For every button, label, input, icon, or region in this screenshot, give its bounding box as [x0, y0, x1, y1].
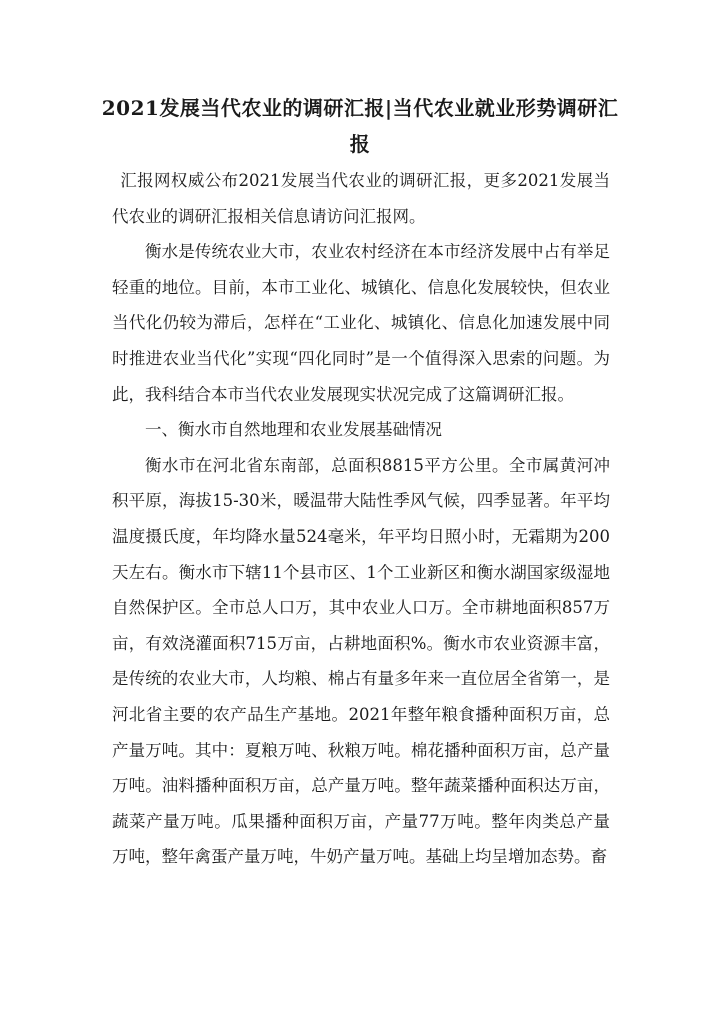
intro-paragraph: 汇报网权威公布2021发展当代农业的调研汇报，更多2021发展当代农业的调研汇报相关信息请访问汇报网。: [112, 171, 610, 226]
section-heading: 一、衡水市自然地理和农业发展基础情况: [145, 420, 442, 440]
body-paragraph: 衡水是传统农业大市，农业农村经济在本市经济发展中占有举足轻重的地位。目前，本市工业化、城镇化、信息化发展较快，但农业当代化仍较为滞后，怎样在“工业化、城镇化、信息化加速发展中同时推进农业当代化”实现“四化同时”是一个值得深入思索的问题。为此，我科结合本市当代农业发展现实状况完成了这篇调研汇报。: [112, 242, 610, 404]
document-title: 2021发展当代农业的调研汇报|当代农业就业形势调研汇报: [101, 96, 619, 156]
body-paragraph: 衡水市在河北省东南部，总面积8815平方公里。全市属黄河冲积平原，海拔15-30米，暖温带大陆性季风气候，四季显著。年平均温度摄氏度，年均降水量524毫米，年平均日照小时，无霜期为200天左右。衡水市下辖11个县市区、1个工业新区和衡水湖国家级湿地自然保护区。全市总人口万，其中农业人口万。全市耕地面积857万亩，有效浇灌面积715万亩，占耕地面积%。衡水市农业资源丰富，是传统的农业大市，人均粮、棉占有量多年来一直位居全省第一，是河北省主要的农产品生产基地。2021年整年粮食播种面积万亩，总产量万吨。其中：夏粮万吨、秋粮万吨。棉花播种面积万亩，总产量万吨。油料播种面积万亩，总产量万吨。整年蔬菜播种面积达万亩，蔬菜产量万吨。瓜果播种面积万亩，产量77万吨。整年肉类总产量万吨，整年禽蛋产量万吨，牛奶产量万吨。基础上均呈增加态势。畜: [112, 455, 610, 867]
document-body: [112, 163, 610, 875]
